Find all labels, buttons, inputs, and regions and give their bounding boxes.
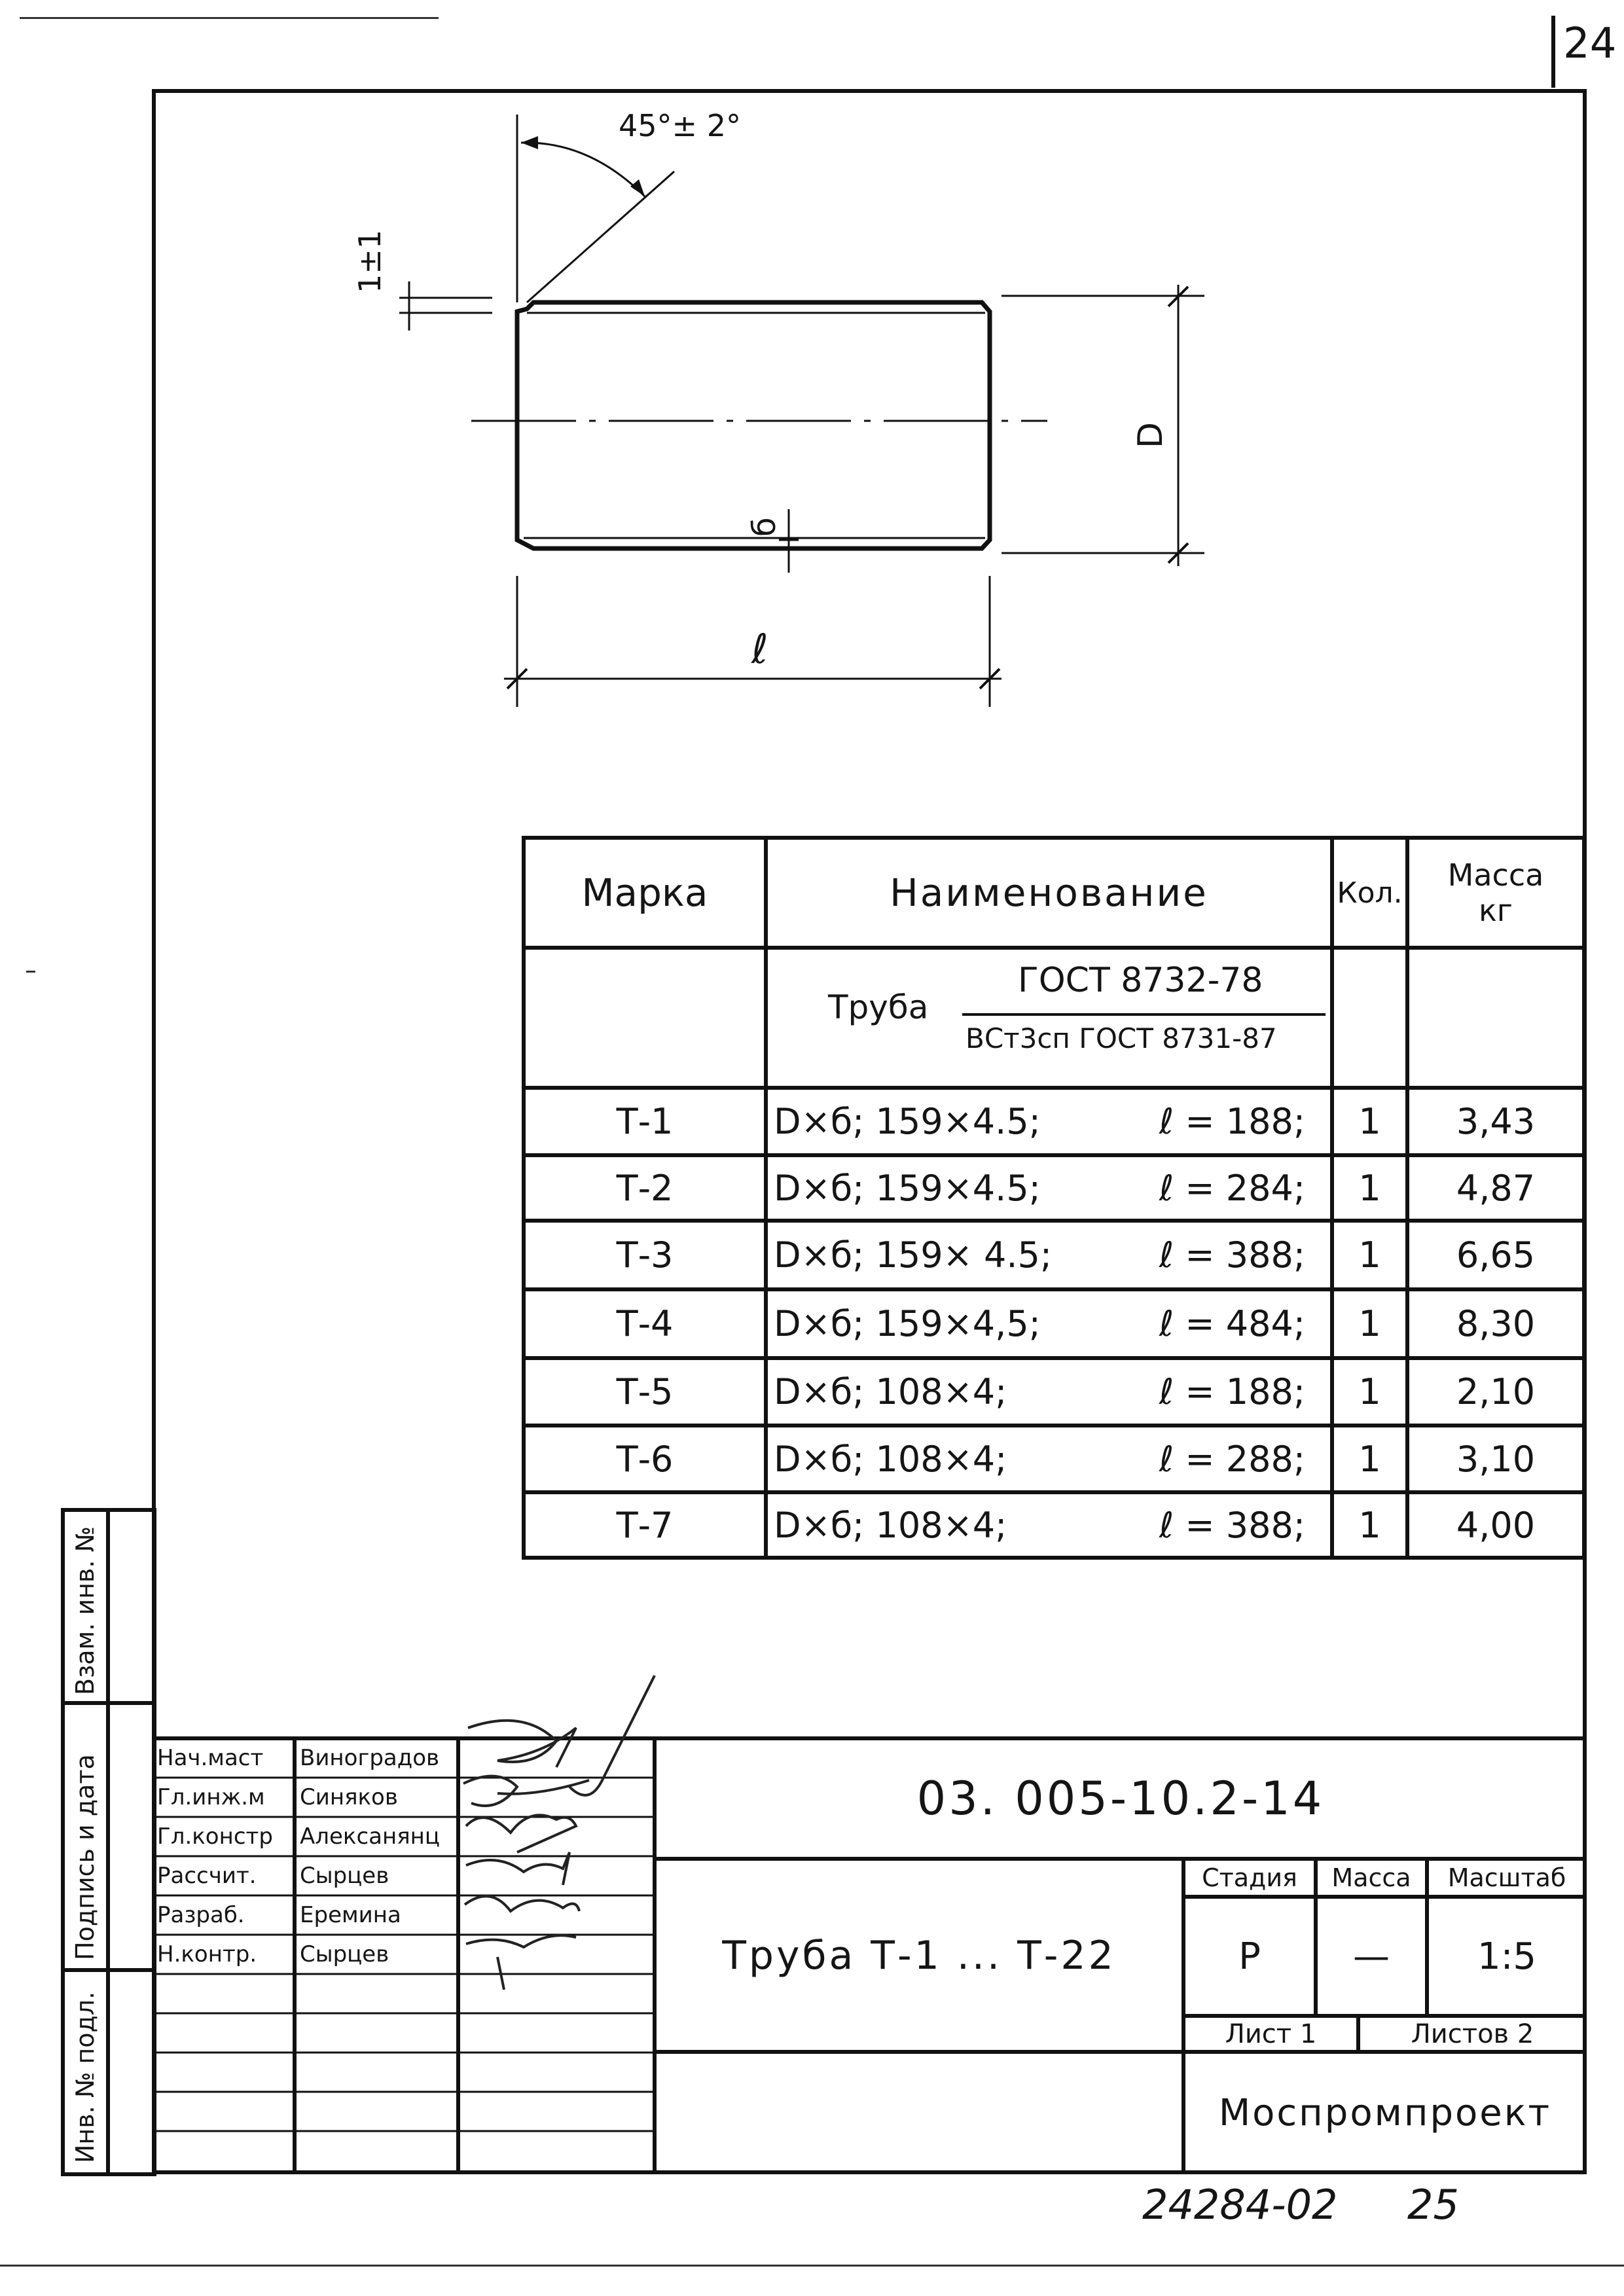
chamfer-label: 1±1 — [352, 229, 388, 293]
cell-dims: D×б; 159×4.5; — [774, 1167, 1041, 1209]
gost-top: ГОСТ 8732-78 — [1018, 961, 1263, 1000]
document-title: Труба Т-1 ... Т-22 — [722, 1932, 1116, 1979]
cell-mass: 4,00 — [1456, 1504, 1536, 1546]
cell-qty: 1 — [1358, 1167, 1381, 1209]
mass-label: Масса — [1331, 1863, 1411, 1892]
pipe-word: Труба — [828, 988, 929, 1026]
sheets-label: Листов 2 — [1411, 2018, 1534, 2049]
side-inv-repl: Взам. инв. № — [71, 1526, 99, 1695]
diameter-label: D — [1131, 422, 1170, 448]
cell-mark: Т-5 — [616, 1371, 674, 1412]
cell-mark: Т-4 — [616, 1303, 674, 1344]
header-mark: Марка — [581, 870, 708, 915]
cell-length: ℓ = 188; — [1159, 1371, 1306, 1412]
length-label: ℓ — [751, 625, 768, 673]
cell-dims: D×б; 159× 4.5; — [774, 1234, 1053, 1276]
signature-scribbles — [463, 1676, 655, 1990]
stage-label: Стадия — [1202, 1863, 1297, 1892]
cell-qty: 1 — [1358, 1234, 1381, 1276]
chamfer-angle-line — [527, 171, 674, 302]
cell-qty: 1 — [1358, 1101, 1381, 1142]
signature-name: Синяков — [300, 1784, 398, 1810]
side-inv-orig: Инв. № подл. — [71, 1991, 99, 2163]
cell-mark: Т-6 — [616, 1438, 674, 1480]
sheet-label: Лист 1 — [1225, 2018, 1317, 2049]
signature-name: Алексанянц — [300, 1823, 441, 1850]
cell-mark: Т-1 — [616, 1101, 674, 1142]
header-qty: Кол. — [1337, 876, 1403, 910]
header-name: Наименование — [890, 870, 1208, 915]
cell-mass: 3,10 — [1456, 1438, 1536, 1480]
header-mass — [1407, 838, 1584, 948]
signature-name: Сырцев — [300, 1863, 389, 1889]
scale-value: 1:5 — [1477, 1935, 1537, 1978]
cell-mark: Т-7 — [616, 1504, 674, 1546]
cell-length: ℓ = 388; — [1159, 1234, 1306, 1276]
cell-mass: 6,65 — [1456, 1234, 1536, 1276]
cell-mark: Т-3 — [616, 1234, 674, 1276]
cell-dims: D×б; 108×4; — [774, 1438, 1007, 1480]
side-sign-date: Подпись и дата — [71, 1754, 99, 1960]
angle-arc — [521, 143, 645, 196]
cell-qty: 1 — [1358, 1438, 1381, 1480]
document-code: 03. 005-10.2-14 — [916, 1772, 1325, 1825]
signature-role: Рассчит. — [157, 1863, 257, 1889]
footer-page: 25 — [1407, 2181, 1459, 2229]
header-mass-line2: кг — [1479, 893, 1513, 928]
cell-length: ℓ = 284; — [1159, 1167, 1306, 1209]
signature-role: Гл.констр — [157, 1823, 273, 1850]
cell-length: ℓ = 388; — [1159, 1504, 1306, 1546]
cell-qty: 1 — [1358, 1504, 1381, 1546]
cell-dims: D×б; 108×4; — [774, 1371, 1007, 1412]
organization: Моспромпроект — [1218, 2092, 1552, 2134]
mass-value: — — [1353, 1935, 1390, 1978]
cell-dims: D×б; 108×4; — [774, 1504, 1007, 1546]
signature-name: Сырцев — [300, 1941, 389, 1967]
page-number: 24 — [1563, 20, 1617, 68]
signature-role: Гл.инж.м — [157, 1784, 265, 1810]
signature-role: Нач.маст — [157, 1745, 264, 1771]
pipe-outline — [517, 302, 990, 548]
scale-label: Масштаб — [1447, 1863, 1566, 1892]
cell-mark: Т-2 — [616, 1167, 674, 1209]
cell-dims: D×б; 159×4.5; — [774, 1101, 1041, 1142]
cell-mass: 8,30 — [1456, 1303, 1536, 1344]
angle-label: 45°± 2° — [619, 108, 741, 143]
cell-length: ℓ = 288; — [1159, 1438, 1306, 1480]
cell-qty: 1 — [1358, 1303, 1381, 1344]
wall-label: б — [746, 517, 783, 537]
header-mass-line1: Масса — [1447, 857, 1544, 893]
cell-dims: D×б; 159×4,5; — [774, 1303, 1041, 1344]
footer-code: 24284-02 — [1142, 2181, 1338, 2229]
signature-role: Разраб. — [157, 1902, 245, 1928]
signature-name: Виноградов — [300, 1745, 440, 1771]
signature-name: Еремина — [300, 1902, 401, 1928]
stage-value: Р — [1238, 1935, 1261, 1978]
gost-bottom: ВСт3сп ГОСТ 8731-87 — [965, 1022, 1277, 1054]
signature-role: Н.контр. — [157, 1941, 257, 1967]
cell-length: ℓ = 188; — [1159, 1101, 1306, 1142]
cell-mass: 3,43 — [1456, 1101, 1536, 1142]
cell-mass: 2,10 — [1456, 1371, 1536, 1412]
cell-mass: 4,87 — [1456, 1167, 1536, 1209]
cell-qty: 1 — [1358, 1371, 1381, 1412]
cell-length: ℓ = 484; — [1159, 1303, 1306, 1344]
